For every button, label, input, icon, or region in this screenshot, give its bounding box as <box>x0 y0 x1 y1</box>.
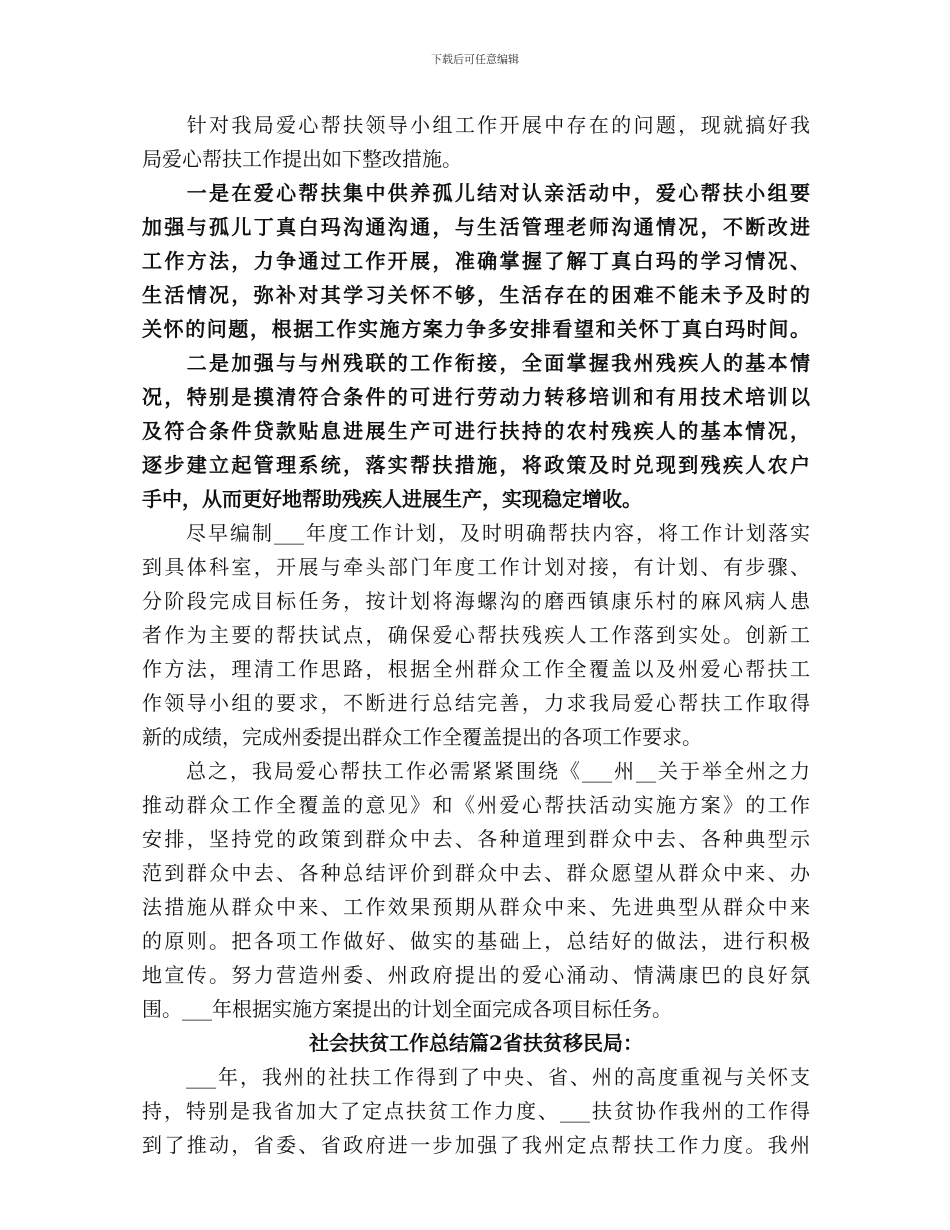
header-note: 下载后可任意编辑 <box>431 53 519 66</box>
text-line: 分阶段完成目标任务，按计划将海螺沟的磨西镇康乐村的麻风病人患 <box>142 589 810 613</box>
text-line: 工作方法，力争通过工作开展，准确掌握了解丁真白玛的学习情况、 <box>142 249 810 273</box>
text-line: 局爱心帮扶工作提出如下整改措施。 <box>142 147 462 171</box>
text-line: 生活情况，弥补对其学习关怀不够，生活存在的困难不能未予及时的 <box>142 283 810 307</box>
text-line: 加强与孤儿丁真白玛沟通沟通，与生活管理老师沟通情况，不断改进 <box>142 215 810 239</box>
text-line: 及符合条件贷款贴息进展生产可进行扶持的农村残疾人的基本情况， <box>142 419 810 443</box>
document-body <box>142 108 810 1162</box>
text-line: 针对我局爱心帮扶领导小组工作开展中存在的问题，现就搞好我 <box>142 113 810 137</box>
text-line: 地宣传。努力营造州委、州政府提出的爱心涌动、情满康巴的良好氛 <box>142 963 810 987</box>
text-line: 二是加强与与州残联的工作衔接，全面掌握我州残疾人的基本情 <box>142 351 810 375</box>
text-line: 的原则。把各项工作做好、做实的基础上，总结好的做法，进行积极 <box>142 929 810 953</box>
text-line: 到具体科室，开展与牵头部门年度工作计划对接，有计划、有步骤、 <box>142 555 810 579</box>
text-line: 作方法，理清工作思路，根据全州群众工作全覆盖以及州爱心帮扶工 <box>142 657 810 681</box>
text-line: 范到群众中去、各种总结评价到群众中去、群众愿望从群众中来、办 <box>142 861 810 885</box>
text-line: 到了推动，省委、省政府进一步加强了我州定点帮扶工作力度。我州 <box>142 1133 810 1157</box>
text-line: 推动群众工作全覆盖的意见》和《州爱心帮扶活动实施方案》的工作 <box>142 793 810 817</box>
text-line: 作领导小组的要求，不断进行总结完善，力求我局爱心帮扶工作取得 <box>142 691 810 715</box>
text-line: 安排，坚持党的政策到群众中去、各种道理到群众中去、各种典型示 <box>142 827 810 851</box>
text-line: 尽早编制___年度工作计划，及时明确帮扶内容，将工作计划落实 <box>142 521 810 545</box>
text-line: 持，特别是我省加大了定点扶贫工作力度、___扶贫协作我州的工作得 <box>142 1099 810 1123</box>
text-line: 新的成绩，完成州委提出群众工作全覆盖提出的各项工作要求。 <box>142 725 702 749</box>
section-heading: 社会扶贫工作总结篇2省扶贫移民局： <box>309 1031 643 1055</box>
text-line: 手中，从而更好地帮助残疾人进展生产，实现稳定增收。 <box>142 487 642 511</box>
text-line: 逐步建立起管理系统，落实帮扶措施，将政策及时兑现到残疾人农户 <box>142 453 810 477</box>
text-line: 总之，我局爱心帮扶工作必需紧紧围绕《___州__关于举全州之力 <box>142 759 810 783</box>
text-line: 围。___年根据实施方案提出的计划全面完成各项目标任务。 <box>142 997 672 1021</box>
text-line: 法措施从群众中来、工作效果预期从群众中来、先进典型从群众中来 <box>142 895 810 919</box>
text-line: 一是在爱心帮扶集中供养孤儿结对认亲活动中，爱心帮扶小组要 <box>142 181 810 205</box>
text-line: ___年，我州的社扶工作得到了中央、省、州的高度重视与关怀支 <box>142 1065 810 1089</box>
text-line: 者作为主要的帮扶试点，确保爱心帮扶残疾人工作落到实处。创新工 <box>142 623 810 647</box>
text-line: 况，特别是摸清符合条件的可进行劳动力转移培训和有用技术培训以 <box>142 385 810 409</box>
text-line: 关怀的问题，根据工作实施方案力争多安排看望和关怀丁真白玛时间。 <box>142 317 810 341</box>
